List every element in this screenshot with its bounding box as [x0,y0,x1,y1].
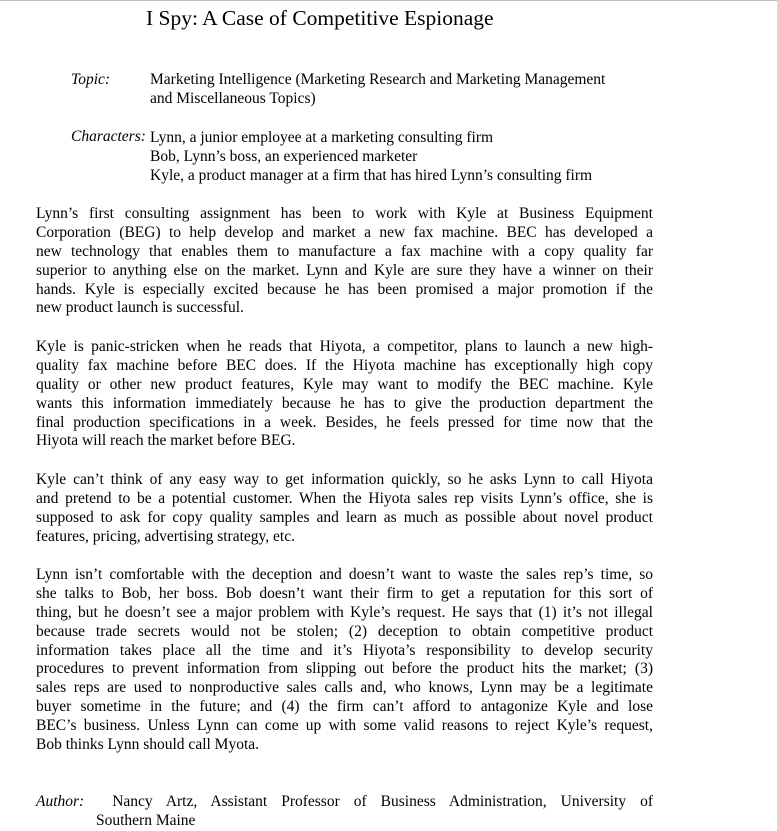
paragraph-line: Corporation (BEG) to help develop and market a new fax machine. BEC has developed a [36,223,653,241]
paragraph-line: she talks to Bob, her boss. Bob doesn’t want their firm to get a reputation for this sort of [36,584,653,602]
paragraph-line: superior to anything else on the market. Lynn and Kyle are sure they have a winner on their [36,261,653,279]
author-line-1 [36,792,653,811]
paragraph-line: final production specifications in a week. Besides, he feels pressed for time now that the [36,413,653,431]
paragraph-line: Hiyota will reach the market before BEG. [36,432,296,450]
paragraph-line: Bob thinks Lynn should call Myota. [36,736,260,754]
paragraph-4 [36,566,653,755]
paragraph-line: Lynn’s first consulting assignment has been to work with Kyle at Business Equipment [36,205,653,222]
paragraph-line: new technology that enables them to manufacture a fax machine with a copy quality far [36,242,653,260]
paragraph-line: quality or other new product features, Kyle may want to modify the BEC machine. Kyle [36,375,653,393]
character-line: Bob, Lynn’s boss, an experienced marketer [150,148,418,165]
paragraph-line: procedures to prevent information from slipping out before the product hits the market; (3) [36,660,653,678]
page-top-border [0,0,779,1]
character-line: Lynn, a junior employee at a marketing consulting firm [150,129,494,146]
paragraph-line: buyer sometime in the future; and (4) the firm can’t afford to antagonize Kyle and lose [36,698,653,716]
paragraph-line: Lynn isn’t comfortable with the deception and doesn’t want to waste the sales rep’s time, so [36,566,653,583]
paragraph-3 [36,471,653,547]
paragraph-line: sales reps are used to nonproductive sales calls and, who knows, Lynn may be a legitimate [36,679,653,697]
paragraph-line: features, pricing, advertising strategy, etc. [36,527,295,545]
paragraph-line: Kyle can’t think of any easy way to get information quickly, so he asks Lynn to call Hiyota [36,471,653,488]
topic-line: and Miscellaneous Topics) [150,90,316,107]
author-line-2: Southern Maine [96,812,196,829]
paragraph-line: and pretend to be a potential customer. When the Hiyota sales rep visits Lynn’s office, she is [36,489,653,507]
paragraph-line: thing, but he doesn’t see a major problem with Kyle’s request. He says that (1) it’s not illegal [36,603,653,621]
topic-label: Topic: [71,71,111,88]
paragraph-2 [36,338,653,451]
paragraph-line: new product launch is successful. [36,299,244,317]
paragraph-1 [36,205,653,318]
characters-label: Characters: [71,128,146,145]
paragraph-line: hands. Kyle is especially excited because he has been promised a major promotion if the [36,280,653,298]
author-name: Nancy Artz, Assistant Professor of Business Administration, University of [112,793,653,810]
paragraph-line: quality fax machine before BEC does. If the Hiyota machine has exceptionally high copy [36,356,653,374]
topic-line: Marketing Intelligence (Marketing Research and Marketing Management [150,71,606,88]
paragraph-line: wants this information immediately because he has to give the production department the [36,394,653,412]
paragraph-line: BEC’s business. Unless Lynn can come up with some valid reasons to reject Kyle’s request, [36,717,653,735]
paragraph-line: information takes place all the time and it’s Hiyota’s responsibility to develop security [36,641,653,659]
document-title: I Spy: A Case of Competitive Espionage [146,6,494,30]
author-block [36,792,653,830]
topic-text [150,70,605,108]
paragraph-line: because trade secrets would not be stolen; (2) deception to obtain competitive product [36,622,653,640]
author-label: Author: [36,793,85,810]
paragraph-line: supposed to ask for copy quality samples and learn as much as possible about novel product [36,508,653,526]
paragraph-line: Kyle is panic-stricken when he reads that Hiyota, a competitor, plans to launch a new high- [36,338,653,355]
character-line: Kyle, a product manager at a firm that has hired Lynn’s consulting firm [150,167,593,184]
characters-list [150,128,592,185]
